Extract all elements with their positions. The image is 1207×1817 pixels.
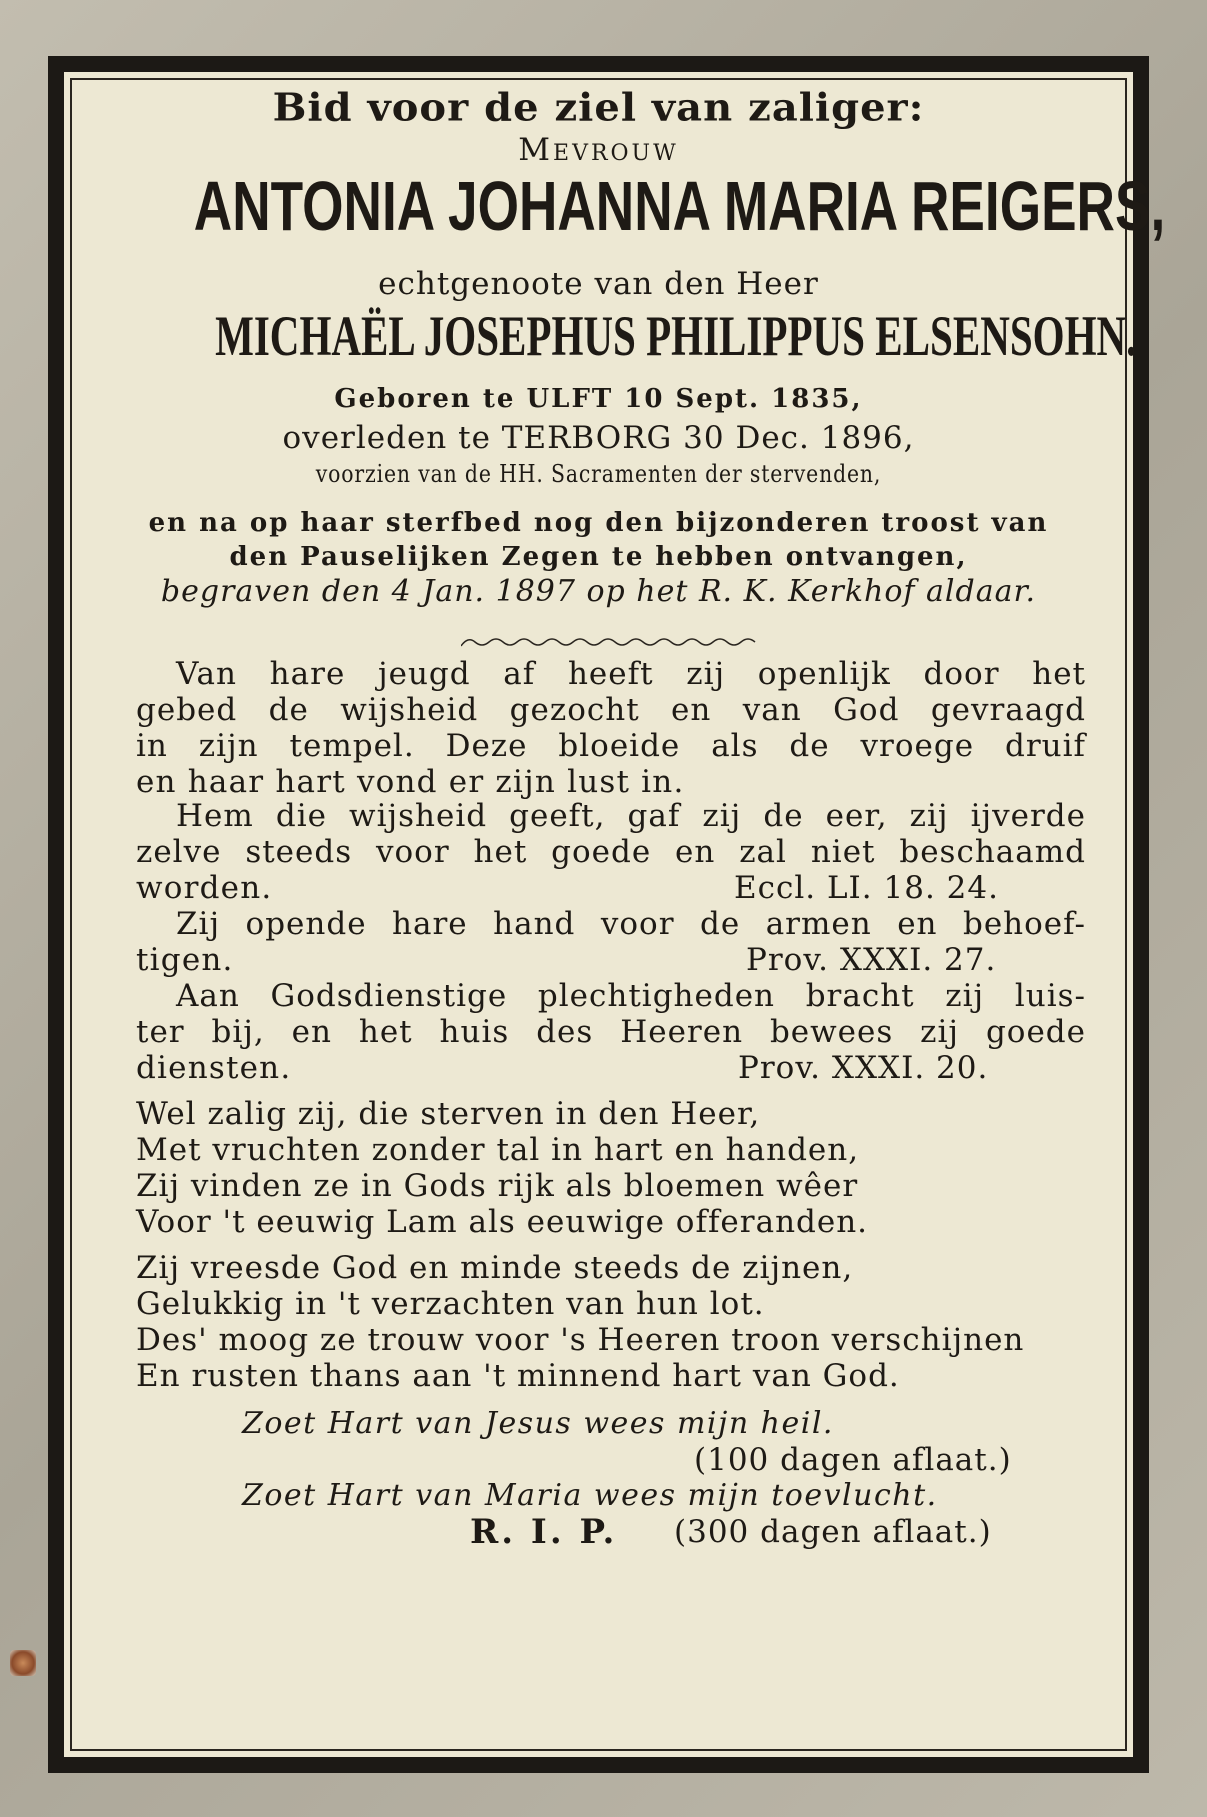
poem-stanza-1-line-4: Voor 't eeuwig Lam als eeuwige offeranden. [136, 1204, 869, 1240]
poem-stanza-2-line-2: Gelukkig in 't verzachten van hun lot. [136, 1286, 765, 1322]
verse-4-line-2: ter bij, en het huis des Heeren bewees zij goede [136, 1014, 1086, 1050]
mourning-border [48, 56, 1166, 1773]
verse-1-line-3: in zijn tempel. Deze bloeide als de vroege druif [136, 728, 1086, 764]
verse-3-line-2: tigen. [136, 942, 234, 978]
indulgence-100: (100 dagen aflaat.) [694, 1442, 1012, 1478]
verse-2-line-3: worden. [136, 870, 273, 906]
poem-stanza-1-line-3: Zij vinden ze in Gods rijk als bloemen wêer [136, 1168, 859, 1204]
death-line: overleden te TERBORG 30 Dec. 1896, [282, 420, 915, 456]
wavy-divider-icon [461, 634, 761, 650]
poem-stanza-1-line-2: Met vruchten zonder tal in hart en handen, [136, 1132, 860, 1168]
spouse-intro: echtgenoote van den Heer [378, 266, 819, 302]
consolation-line-1: en na op haar sterfbed nog den bijzonderen troost van [148, 508, 1049, 538]
verse-2-line-2: zelve steeds voor het goede en zal niet beschaamd [136, 834, 1086, 870]
birth-line: Geboren te ULFT 10 Sept. 1835, [334, 384, 863, 414]
verse-1-line-2: gebed de wijsheid gezocht en van God gevraagd [136, 692, 1086, 728]
verse-4-reference: Prov. XXXI. 20. [738, 1050, 989, 1086]
card-paper [66, 74, 1166, 1755]
burial-line: begraven den 4 Jan. 1897 op het R. K. Kerkhof aldaar. [160, 574, 1037, 609]
deceased-name: ANTONIA JOHANNA MARIA REIGERS, [193, 167, 1166, 245]
sacraments-line: voorzien van de HH. Sacramenten der stervenden, [315, 460, 882, 488]
verse-4-line-3: diensten. [136, 1050, 292, 1086]
consolation-line-2: den Pauselijken Zegen te hebben ontvangen, [229, 542, 968, 572]
verse-3-reference: Prov. XXXI. 27. [746, 942, 997, 978]
poem-stanza-2-line-1: Zij vreesde God en minde steeds de zijnen, [136, 1250, 854, 1286]
verse-2-reference: Eccl. LI. 18. 24. [734, 870, 999, 906]
rip-mark: R. I. P. [470, 1512, 618, 1552]
poem-stanza-1-line-1: Wel zalig zij, die sterven in den Heer, [136, 1096, 761, 1132]
verse-2-line-1: Hem die wijsheid geeft, gaf zij de eer, zij ijverde [176, 798, 1086, 834]
title-mevrouw: Mevrouw [518, 132, 679, 168]
verse-3-line-1: Zij opende hare hand voor de armen en behoef- [176, 906, 1086, 942]
poem-stanza-2-line-4: En rusten thans aan 't minnend hart van God. [136, 1358, 900, 1394]
prayer-heading: Bid voor de ziel van zaliger: [272, 85, 925, 130]
verse-4-line-1: Aan Godsdienstige plechtigheden bracht zij luis- [176, 978, 1086, 1014]
indulgence-300: (300 dagen aflaat.) [674, 1514, 992, 1550]
poem-stanza-2-line-3: Des' moog ze trouw voor 's Heeren troon verschijnen [136, 1322, 1025, 1358]
verse-1-line-1: Van hare jeugd af heeft zij openlijk door het [176, 656, 1086, 692]
prayer-jesus: Zoet Hart van Jesus wees mijn heil. [242, 1406, 834, 1441]
coat-of-arms-icon [10, 1650, 36, 1676]
spouse-name: MICHAËL JOSEPHUS PHILIPPUS ELSENSOHN. [215, 305, 1137, 368]
verse-1-line-4: en haar hart vond er zijn lust in. [136, 764, 685, 800]
prayer-maria: Zoet Hart van Maria wees mijn toevlucht. [242, 1478, 938, 1513]
